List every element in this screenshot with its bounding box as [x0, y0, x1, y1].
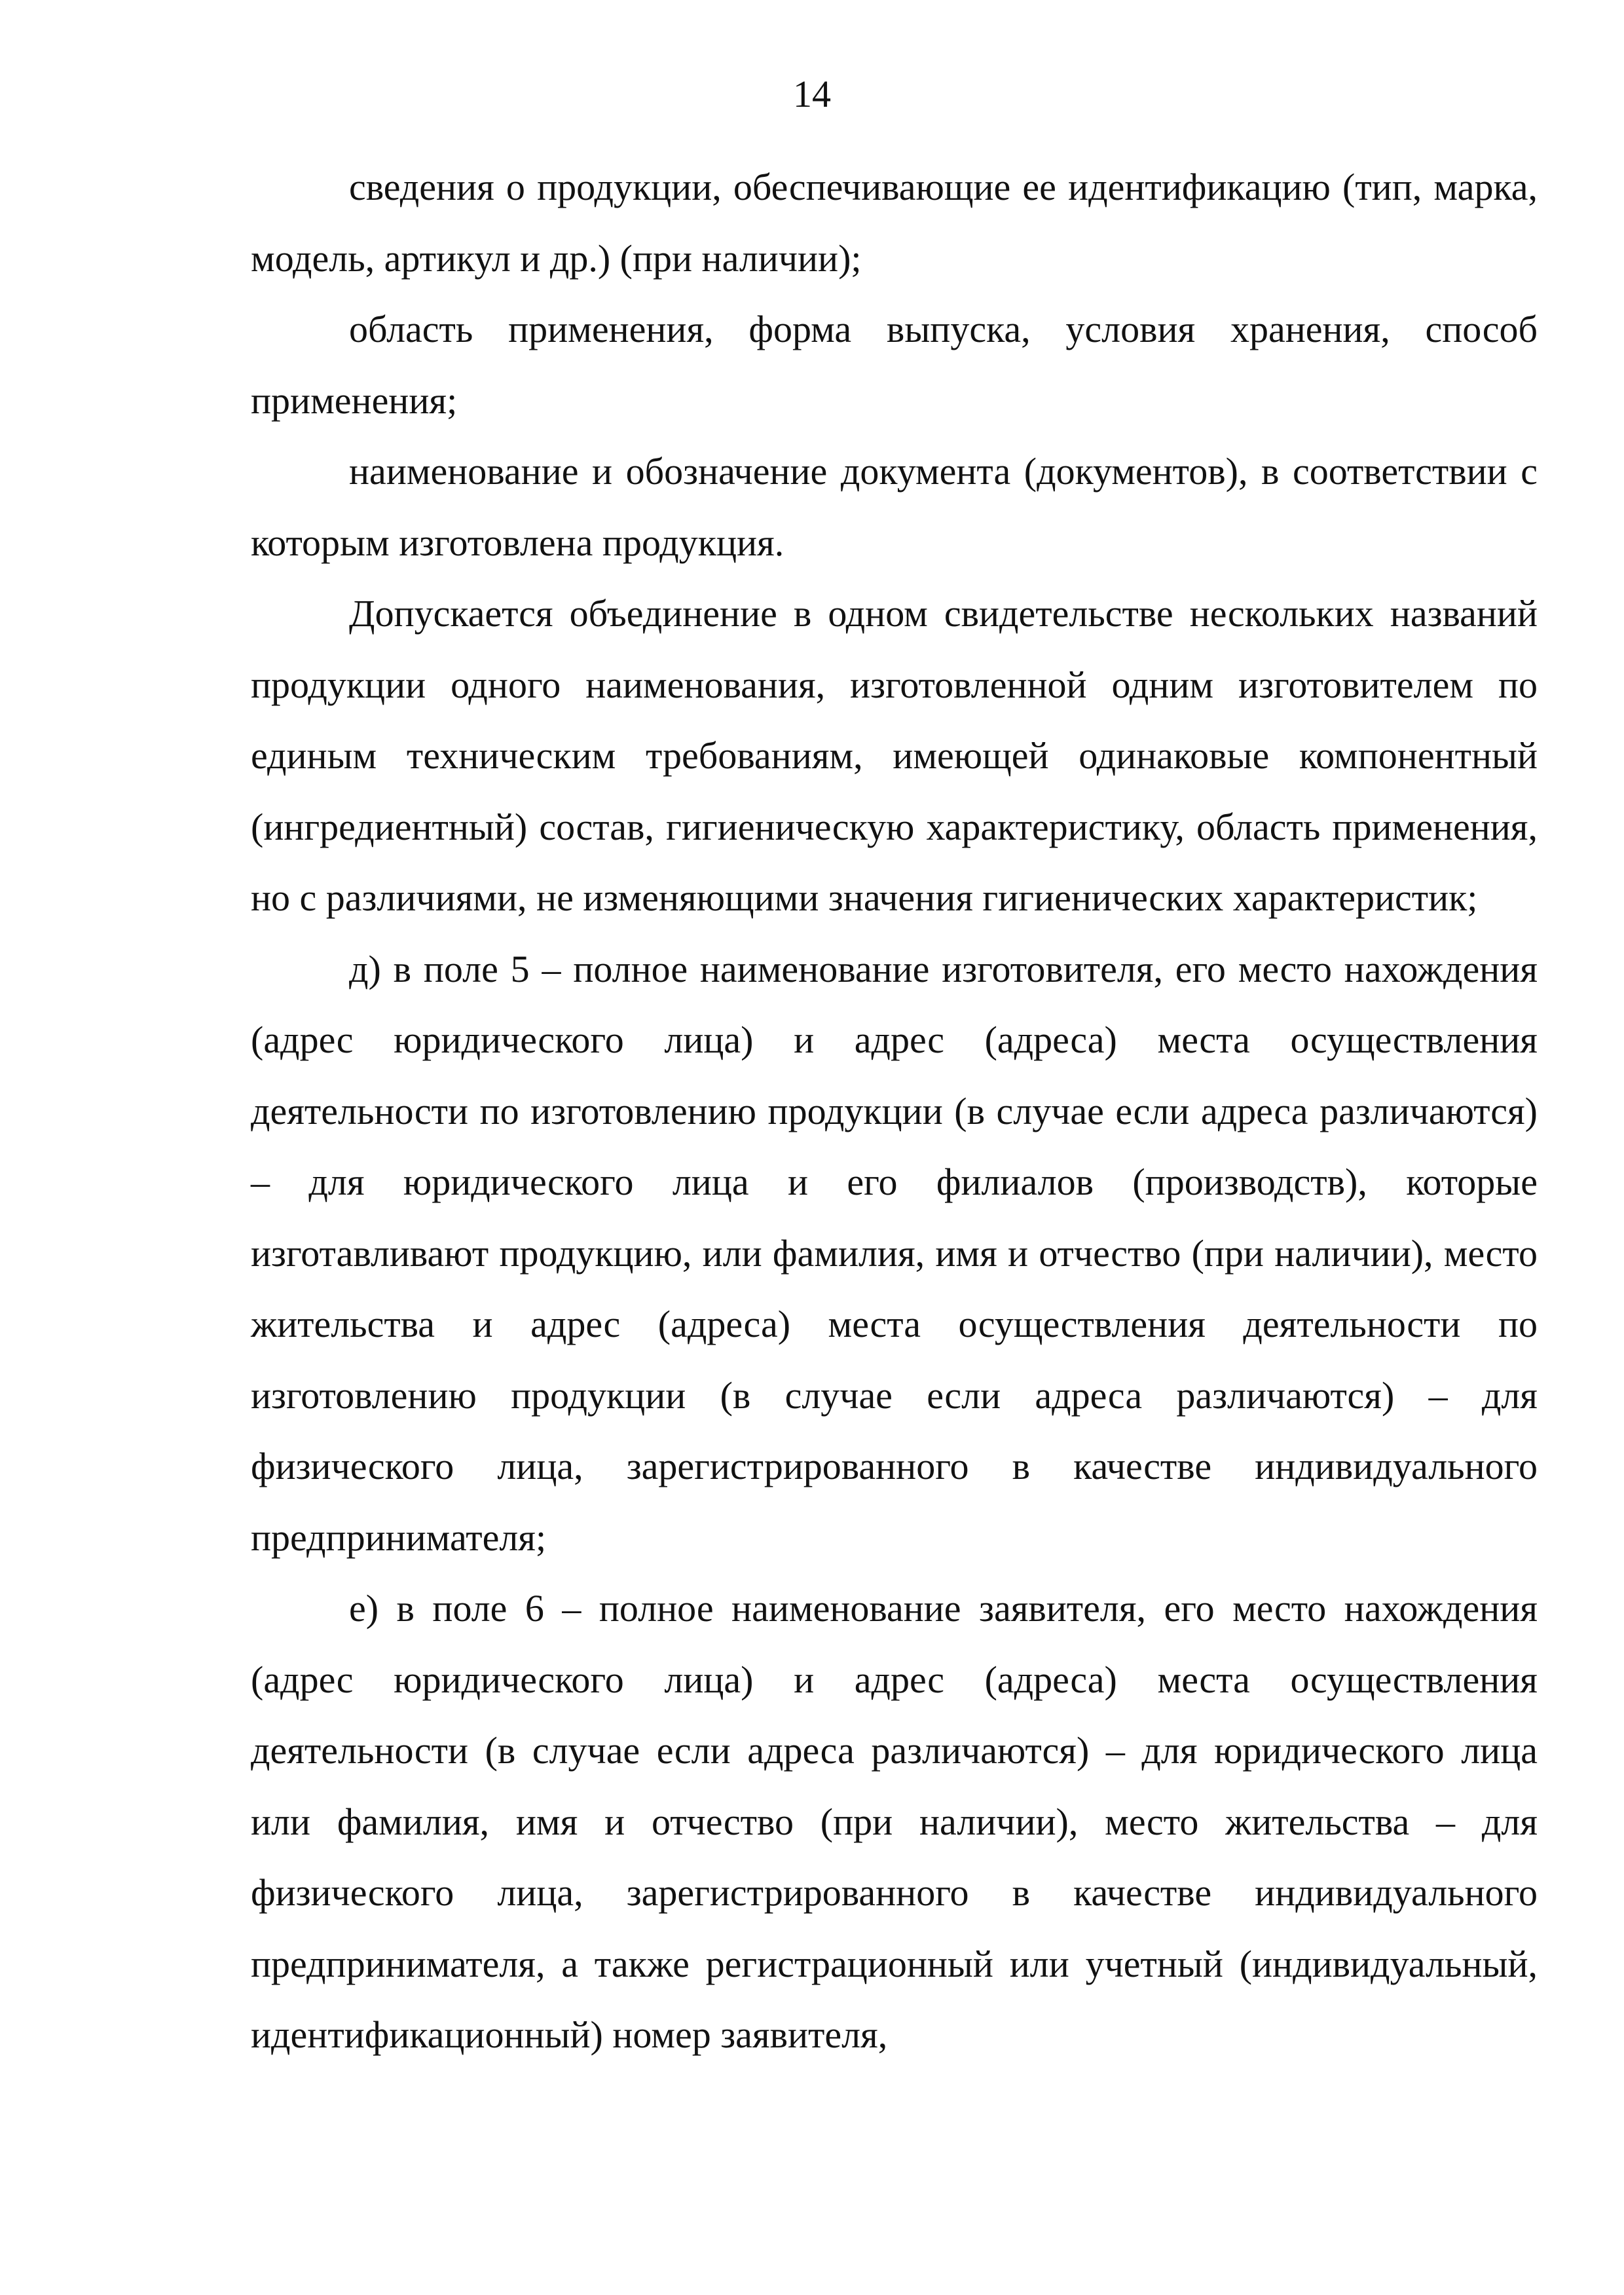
- paragraph-field-6-applicant: е) в поле 6 – полное наименование заявителя, его место нахождения (адрес юридического лица) и адрес (адреса) места осуществления деятельности (в случае если адреса различаются) – для юридического лица или фамилия, имя и отчество (при наличии), место жительства – для физического лица, зарегистрированного в качестве индивидуального предпринимателя, а также регистрационный или учетный (индивидуальный, идентификационный) номер заявителя,: [251, 1587, 1538, 2056]
- paragraph-product-identification: сведения о продукции, обеспечивающие ее идентификацию (тип, марка, модель, артикул и др.) (при наличии);: [251, 166, 1538, 280]
- document-body: [251, 152, 1538, 2071]
- paragraph-field-5-manufacturer: д) в поле 5 – полное наименование изготовителя, его место нахождения (адрес юридического лица) и адрес (адреса) места осуществления деятельности по изготовлению продукции (в случае если адреса различаются) – для юридического лица и его филиалов (производств), которые изготавливают продукцию, или фамилия, имя и отчество (при наличии), место жительства и адрес (адреса) места осуществления деятельности по изготовлению продукции (в случае если адреса различаются) – для физического лица, зарегистрированного в качестве индивидуального предпринимателя;: [251, 947, 1538, 1559]
- page-number: 14: [793, 73, 831, 115]
- paragraph-combining-products: Допускается объединение в одном свидетельстве нескольких названий продукции одного наименования, изготовленной одним изготовителем по единым техническим требованиям, имеющей одинаковые компонентный (ингредиентный) состав, гигиеническую характеристику, область применения, но с различиями, не изменяющими значения гигиенических характеристик;: [251, 592, 1538, 919]
- paragraph-document-designation: наименование и обозначение документа (документов), в соответствии с которым изготовлена продукция.: [251, 450, 1538, 564]
- paragraph-application-area: область применения, форма выпуска, условия хранения, способ применения;: [251, 308, 1538, 422]
